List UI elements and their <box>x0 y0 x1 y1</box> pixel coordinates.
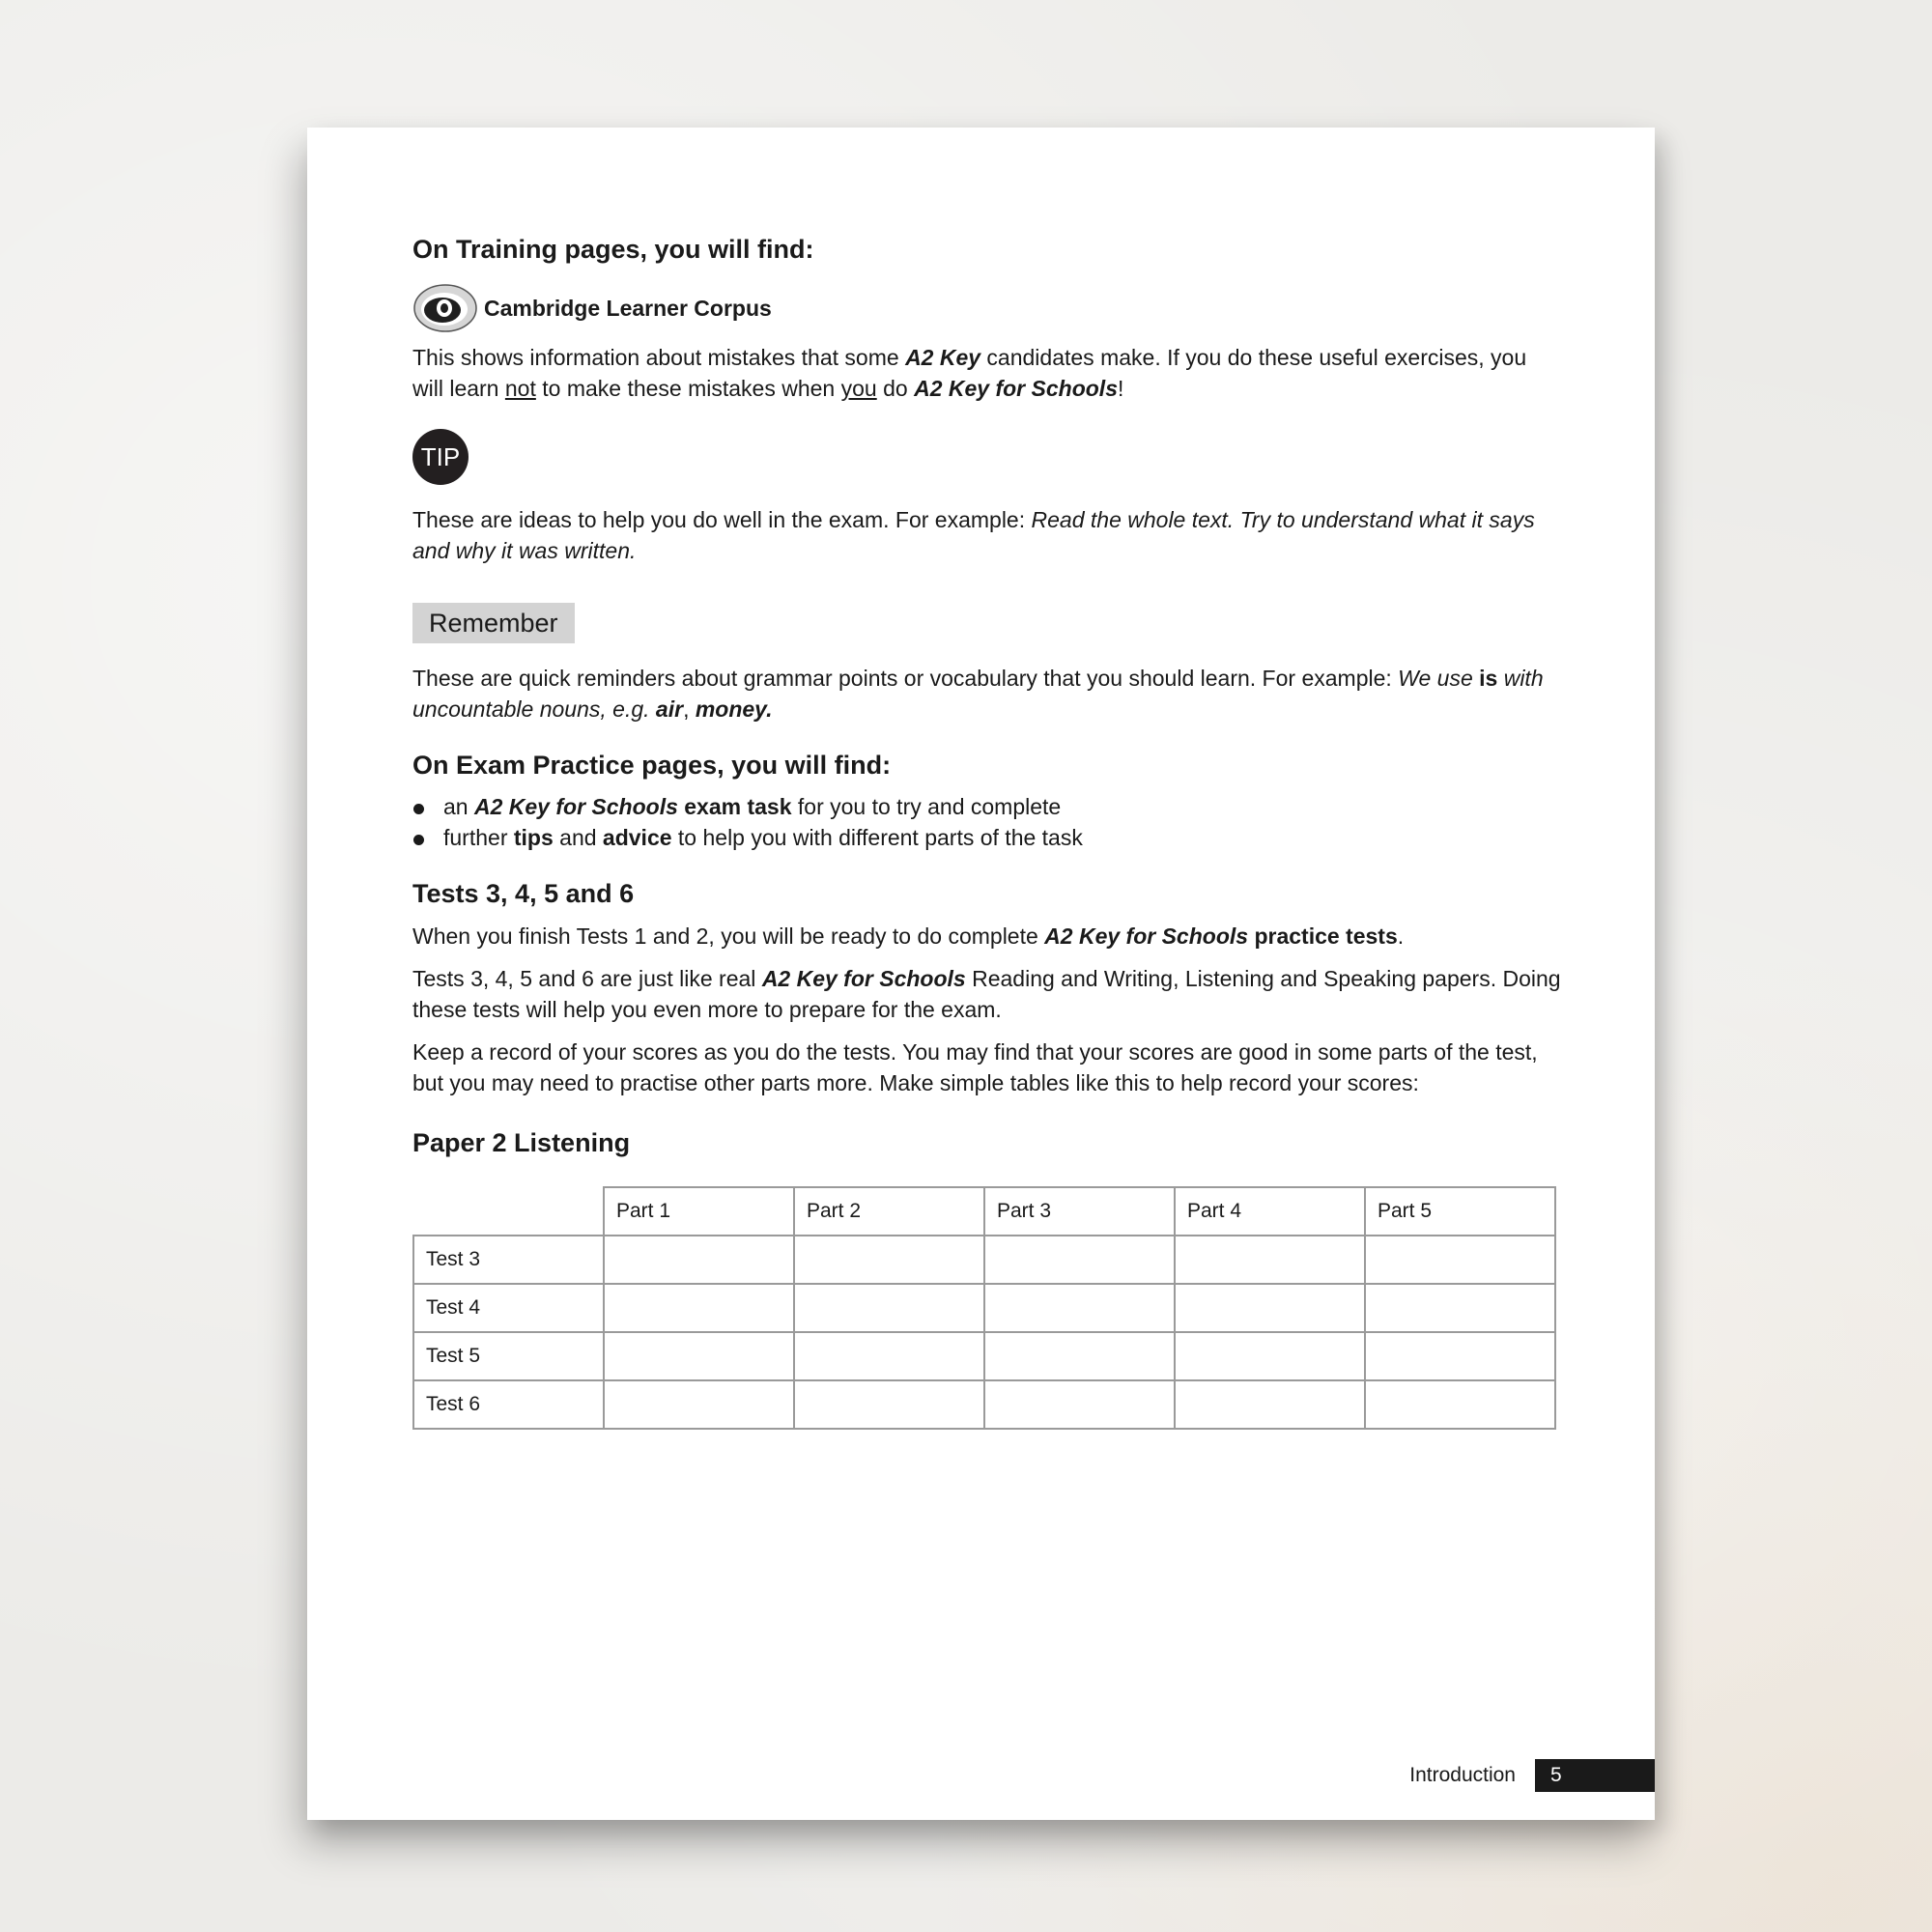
footer-section-label: Introduction <box>1409 1764 1516 1786</box>
score-cell[interactable] <box>1175 1380 1365 1429</box>
cambridge-corpus-icon <box>412 282 478 334</box>
list-item: an A2 Key for Schools exam task for you to try and complete <box>412 791 1562 822</box>
column-header: Part 1 <box>604 1187 794 1236</box>
corpus-description: This shows information about mistakes that some A2 Key candidates make. If you do these useful exercises, you will learn not to make these mistakes when you do A2 Key for Schools! <box>412 345 1527 402</box>
score-cell[interactable] <box>794 1236 984 1284</box>
tests-paragraph-1: When you finish Tests 1 and 2, you will be ready to do complete A2 Key for Schools practice tests. <box>412 923 1405 950</box>
table-row <box>413 1284 1555 1332</box>
score-cell[interactable] <box>1175 1284 1365 1332</box>
remember-badge: Remember <box>412 603 575 643</box>
score-cell[interactable] <box>604 1284 794 1332</box>
table-title: Paper 2 Listening <box>412 1128 631 1158</box>
row-header: Test 6 <box>413 1380 604 1429</box>
tests-paragraph-2: Tests 3, 4, 5 and 6 are just like real A2 Key for Schools Reading and Writing, Listening and Speaking papers. Doing these tests will help you even more to prepare for the exam. <box>412 966 1561 1023</box>
row-header: Test 3 <box>413 1236 604 1284</box>
score-cell[interactable] <box>604 1332 794 1380</box>
score-cell[interactable] <box>984 1236 1175 1284</box>
row-header: Test 5 <box>413 1332 604 1380</box>
exam-practice-list <box>412 791 1562 853</box>
column-header: Part 5 <box>1365 1187 1555 1236</box>
page-number: 5 <box>1535 1759 1655 1792</box>
table-row <box>413 1332 1555 1380</box>
column-header: Part 2 <box>794 1187 984 1236</box>
score-cell[interactable] <box>604 1236 794 1284</box>
score-cell[interactable] <box>604 1380 794 1429</box>
score-cell[interactable] <box>794 1380 984 1429</box>
table-row <box>413 1380 1555 1429</box>
score-cell[interactable] <box>794 1284 984 1332</box>
tests-paragraph-3: Keep a record of your scores as you do the tests. You may find that your scores are good in some parts of the test, but you may need to practise other parts more. Make simple tables like this to help record your scores: <box>412 1039 1538 1096</box>
score-cell[interactable] <box>984 1332 1175 1380</box>
table-row <box>413 1236 1555 1284</box>
score-cell[interactable] <box>794 1332 984 1380</box>
corpus-row <box>412 282 1562 334</box>
exam-practice-heading: On Exam Practice pages, you will find: <box>412 751 892 781</box>
score-cell[interactable] <box>1175 1332 1365 1380</box>
remember-description: These are quick reminders about grammar points or vocabulary that you should learn. For example: We use is with uncountable nouns, e.g. air, money. <box>412 666 1544 723</box>
row-header: Test 4 <box>413 1284 604 1332</box>
document-page <box>307 128 1655 1820</box>
score-cell[interactable] <box>1365 1380 1555 1429</box>
page-footer <box>1409 1759 1655 1792</box>
score-cell[interactable] <box>1365 1236 1555 1284</box>
list-item: further tips and advice to help you with different parts of the task <box>412 822 1562 853</box>
tip-badge: TIP <box>412 429 469 485</box>
page-content <box>412 234 1562 1430</box>
score-cell[interactable] <box>1365 1332 1555 1380</box>
training-heading: On Training pages, you will find: <box>412 235 814 264</box>
score-cell[interactable] <box>984 1284 1175 1332</box>
tests-heading: Tests 3, 4, 5 and 6 <box>412 878 635 908</box>
table-corner-cell <box>413 1187 604 1236</box>
score-cell[interactable] <box>1365 1284 1555 1332</box>
column-header: Part 3 <box>984 1187 1175 1236</box>
score-cell[interactable] <box>1175 1236 1365 1284</box>
score-cell[interactable] <box>984 1380 1175 1429</box>
table-header-row <box>413 1187 1555 1236</box>
scores-table <box>412 1186 1556 1430</box>
column-header: Part 4 <box>1175 1187 1365 1236</box>
tip-description: These are ideas to help you do well in the exam. For example: Read the whole text. Try to understand what it says and why it was written. <box>412 507 1535 564</box>
corpus-label: Cambridge Learner Corpus <box>484 295 772 321</box>
